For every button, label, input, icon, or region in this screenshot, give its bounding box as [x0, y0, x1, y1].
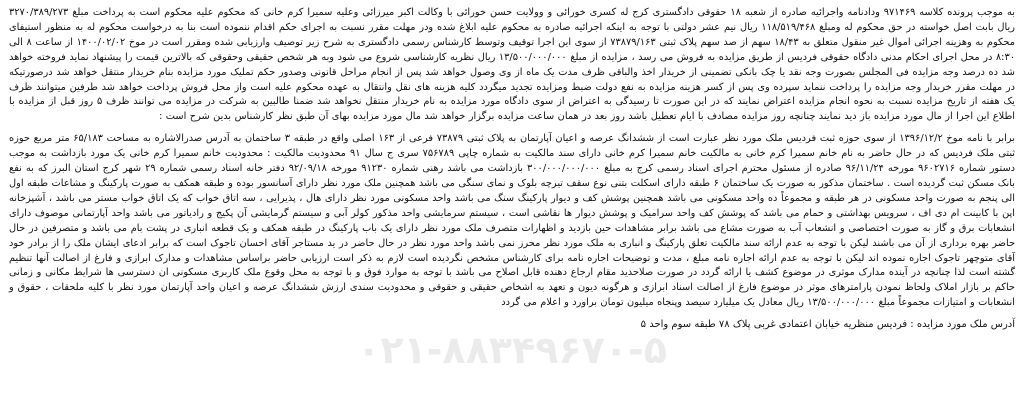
notice-content [9, 6, 1015, 332]
property-address: آدرس ملک مورد مزایده : فردیس منظریه خیابان اعتمادی غربی پلاک ۷۸ طبقه سوم واحد ۵ [640, 319, 1015, 331]
notice-paragraph-property-description: برابر با نامه موخ ۱۳۹۶/۱۲/۲ از سوی حوزه ثبت فردیس ملک مورد نظر عبارت است از ششدانگ عرصه و اعیان آپارتمان به پلاک ثبتی ۷۳۸۷۹ فرعی از ۱۶۳ اصلی واقع در طبقه ۳ ساختمان به آدرس صدرالاشاره به مساحت ۶۵/۱۸۳ متر مربع حوزه ثبتی ملک فردیس که در حال حاضر به نام خانم سمیرا کرم خانی به مالکیت خانم سمیرا کرم خانی دارای سند مالکیت به شماره چاپی ۷۵۶۷۸۹ سری ج سال ۹۱ محدودیت مالکیت : محدودیت خانم سمیرا کرم خانی یک مورد بازداشت به موجب دستور شماره ۹۶۰۲۷۱۶ مورخه ۹۶/۱۱/۲۴ صادره از مسئول محترم اجرای اسناد رسمی کرج به مبلغ ۳۰۰/۰۰۰/۰۰۰/۰۰۰ بازداشت می باشد رهنی شماره ۹۱۲۳۰ مورخه ۹۲/۰۹/۱۸ دفتر خانه اسناد رسمی شماره ۲۹ شهر کرج استان البرز که به نفع بانک مسکن ثبت گردیده است . ساختمان مذکور به صورت یک ساختمان ۶ طبقه دارای اسکلت بتنی نوع سقف تیرچه بلوک و نمای سنگی می باشد همچنین ملک مورد نظر دارای آسانسور بوده و طبقه همکف به صورت پارکینگ و مشاعات طبقه اول الی پنجم به صورت واحد مسکونی در هر طبقه و مجموعاً ده واحد مسکونی می باشد همچنین پوشش کف و دیوار پارکینگ سنگ می باشد واحد مسکونی مورد نظر دارای هال ، پذیرایی ، سه اتاق خواب که یک اتاق خواب مستر می باشد ، آشپزخانه اپن با کابینت ام دی اف ، سرویس بهداشتی و حمام می باشد که پوشش کف واحد سرامیک و پوشش دیوار ها نقاشی است ، سیستم سرمایشی واحد مذکور کولر آبی و سیستم گرمایشی آن پکیج و رادیاتور می باشد واحد آپارتمانی موصوف دارای انشعابات برق و گاز به صورت اختصاصی و انشعاب آب به صورت مشاع می باشد برابر مشاهدات حین بازدید و اظهارات متصرف ملک مورد نظر دارای یک باب پارکینگ در طبقه همکف و یک قطعه انباری در پشت بام می باشد و متصرفین در حال حاضر بهره برداری از آن می باشند لیکن با توجه به عدم ارائه سند مالکیت تعلق پارکینگ و انباری به ملک مورد نظر محرز نمی باشد واحد مورد نظر در حال حاضر در ید مستاجر آقای احسان تاجوک است که برابر ادعای ایشان ملک را از برادر خود آقای متوچهر تاجوک اجاره نموده اند لیکن با توجه به عدم ارائه اجاره نامه مبلغ ، مدت و توضیحات اجاره نامه برای کارشناس مشخص نگردیده است لازم به ذکر است ارزیابی حاضر براساس مشاهدات و مدارک ابرازی و فارغ از اصالت آنها تنظیم گشته است لذا چنانچه در آینده مدارک موثری در موضوع کشف یا ارائه گردد در صورت صلاحدید مقام ارجاع دهنده قابل اصلاح می باشد با توجه به موارد فوق و با توجه به محل وقوع ملک کاربری مسکونی ان دسترسی ها شرایط مکانی و زمانی حاکم بر بازار املاک ولحاظ نمودن پارامترهای موثر در موضوع فارغ از اصالت اسناد ابرازی و هرگونه دیون و تعهد به اشخاص حقیقی و حقوقی و محدودیت سندی ارزش ششدانگ عرصه و اعیان واحد آپارتمان مورد نظر با کلیه ملحقات ، حقوق و انشعابات و امتیازات مجموعاً مبلغ ۱۳/۵۰۰/۰۰۰/۰۰۰ ریال معادل یک میلیارد سیصد وپنجاه میلیون تومان براورد و اعلام می گردد [9, 133, 1016, 309]
phone-watermark: ۰۲۱-۸۸۳۴۹۶۷۰-۵ [357, 328, 667, 372]
notice-paragraph-auction-terms: به موجب پرونده کلاسه ۹۷۱۴۶۹ ودادنامه واجرائیه صادره از شعبه ۱۸ حقوقی دادگستری کرج له کسری خورائی و وولایت حسن خورائی با وکالت اکبر میرزائی وعلیه سمیرا کرم خانی که محکوم علیه محکوم است به پرداخت مبلغ ۳۲۷۰/۳۸۹/۲۷۳ ریال بابت اصل خواسته در حق محکوم له ومبلغ ۱۱۸/۵۱۹/۴۶۸ ریال نیم عشر دولتی با توجه به اینکه اجرائیه صادره به محکوم علیه ابلاغ شده ودر مهلت مقرر نسبت به اجرای حکم اقدام ننموده است بنا به درخواست محکوم له به منظور استیفای محکوم به وهزینه اجرائی اموال غیر منقول متعلق به ۱۸/۴۳ سهم از صد سهم پلاک ثبتی ۷۳۸۷۹/۱۶۳ از سوی این اجرا توقیف وتوسط کارشناس رسمی دادگستری به شرح زیر توصیف وارزیابی شده ومقرر است در موخ ۱۴۰۰/۰۲/۰۲ از ساعت ۸ الی ۸:۳۰ در محل اجرای احکام مدنی دادگاه حقوقی فردیس از طریق مزایده به فروش می رسد ، مزایده از مبلغ ۱۳/۵۰۰/۰۰۰/۰۰۰ ریال نظریه کارشناسی شروع می شود وبه هر شخص حقیقی وحقوقی که بالاترین قیمت را پیشنهاد نماید فروخته خواهد شد ده درصد وجه مزایده فی المجلس بصورت وجه نقد یا چک بانکی تضمینی از خریدار اخذ والباقی ظرف مدت یک ماه از وی وصول خواهد شد پس از انجام مراحل قانونی وصدور حکم تملیک مورد مزایده بنام خریدار منتقل خواهد شد درصورتیکه در مهلت مقرر خریدار وجه مزایده را پرداخت ننماید سپرده وی پس از کسر هزینه مزایده به نفع دولت ضبط ومزایده تجدید میگردد کلیه هزینه های نقل وانتقال به عهده محکوم علیه است واز محل فروش پرداخت خواهد شد طرفین میتوانند ظرف یک هفته از تاریخ مزایده نسبت به نحوه انجام مزایده اعتراض نمایند که در این صورت تا رسیدگی به اعتراض از سوی دادگاه مورد مزایده به نام خریدار منتقل نخواهد شد ضمنا طالبین به شرکت در مزایده می توانند ظرف ۵ روز قبل از مزایده با اطلاع این اجرا از مال مورد مزایده باز دید نمایند چنانچه روز مزایده مصادف با ایام تعطیل باشد روز بعد در همان ساعت مزایده برگزار خواهد شد مال مورد مزایده بهای آن طبق نظر کارشناس بدین شرح است : [9, 7, 1016, 123]
